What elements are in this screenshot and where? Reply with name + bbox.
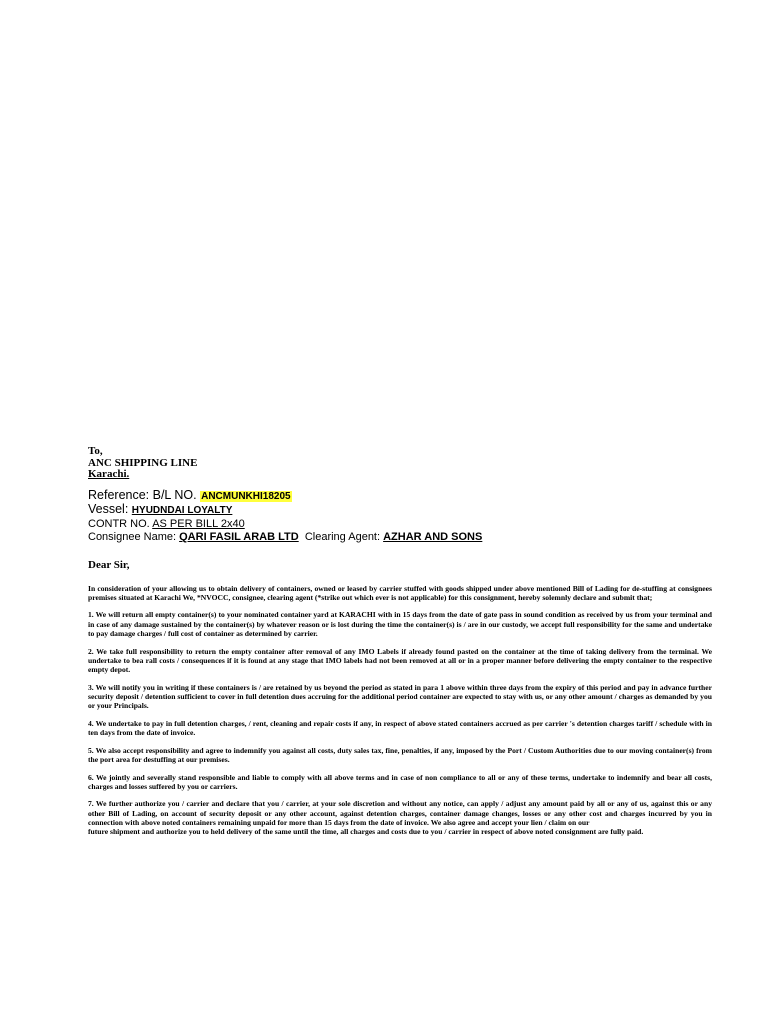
clause-7: 7. We further authorize you / carrier and declare that you / carrier, at your sole discretion and without any notice, can apply / adjust any amount paid by all or any of us, against this or any other Bill of Lading, on account of security deposit or any other account, against detention charges, container damage changes, losses or any other cost and charges incurred by you in connection with above noted containers remaining unpaid for more than 15 days from the date of invoice. We also agree and accept your lien / claim on our (88, 799, 712, 827)
address-to: To, (88, 445, 103, 457)
bl-number: ANCMUNKHI18205 (201, 490, 291, 502)
contr-line (88, 518, 712, 532)
contr-value: AS PER BILL 2x40 (152, 517, 245, 530)
address-company: ANC SHIPPING LINE (88, 456, 198, 469)
consignee-line (88, 531, 712, 545)
salutation: Dear Sir, (88, 558, 130, 571)
contr-label: CONTR NO. (88, 517, 150, 530)
reference-label: Reference: B/L NO. (88, 487, 197, 502)
address-city: Karachi. (88, 468, 130, 480)
consignee-value: QARI FASIL ARAB LTD (179, 531, 299, 543)
reference-line (88, 489, 712, 504)
vessel-line (88, 503, 712, 518)
reference-block (88, 489, 712, 545)
vessel-label: Vessel: (88, 502, 129, 516)
address-block (88, 446, 712, 481)
clause-5: 5. We also accept responsibility and agree to indemnify you against all costs, duty sales tax, fine, penalties, if any, imposed by the Port / Custom Authorities due to our moving container(s) from the port area for destuffing at our premises. (88, 745, 712, 764)
clause-2: 2. We take full responsibility to return the empty container after removal of any IMO Labels if already found pasted on the container at the time of taking delivery from the terminal. We undertake to bea rall costs / consequences if it is found at any stage that IMO labels had not been removed at all or in a proper manner before delivering the empty container to the respective empty depot. (88, 646, 712, 674)
clause-4: 4. We undertake to pay in full detention charges, / rent, cleaning and repair costs if any, in respect of above stated containers accrued as per carrier 's detention charges tariff / schedule with in ten days from the date of invoice. (88, 718, 712, 737)
letter-body (88, 584, 712, 837)
letter (88, 446, 712, 845)
agent-label: Clearing Agent: (304, 531, 381, 543)
clause-3: 3. We will notify you in writing if these containers is / are retained by us beyond the period as stated in para 1 above within three days from the expiry of this period and pay in advance further security deposit / detention sufficient to cover in full detention dues accruing for the additional period container are expected to stay with us, or any other amount / charges as demanded by you or your Principals. (88, 682, 712, 711)
clause-6: 6. We jointly and severally stand responsible and liable to comply with all above terms and in case of non compliance to all or any of these terms, undertake to indemnify and bear all costs, charges and losses suffered by you or carriers. (88, 772, 712, 791)
clause-7-continued: future shipment and authorize you to held delivery of the same until the time, all charges and costs due to you / carrier in respect of above noted consignment are fully paid. (88, 827, 644, 837)
vessel-name: HYUDNDAI LOYALTY (131, 505, 233, 516)
consignee-label: Consignee Name: (88, 531, 177, 543)
intro-paragraph: In consideration of your allowing us to obtain delivery of containers, owned or leased by carrier stuffed with goods shipped under above mentioned Bill of Lading for de-stuffing at consignees premises situated at Karachi We, *NVOCC, consignee, clearing agent (*strike out which ever is not applicable) for this consignment, hereby solemnly declare and submit that; (88, 583, 712, 602)
clause-1: 1. We will return all empty container(s) to your nominated container yard at KARACHI with in 15 days from the date of gate pass in sound condition as received by us from your terminal and in case of any damage sustained by the container(s) by whatever reason or is lost during the time the container(s) is / are in our custody, we accept full responsibility for the same and undertake to pay damage charges / full cost of container as determined by carrier. (88, 610, 712, 638)
agent-value: AZHAR AND SONS (383, 531, 483, 543)
